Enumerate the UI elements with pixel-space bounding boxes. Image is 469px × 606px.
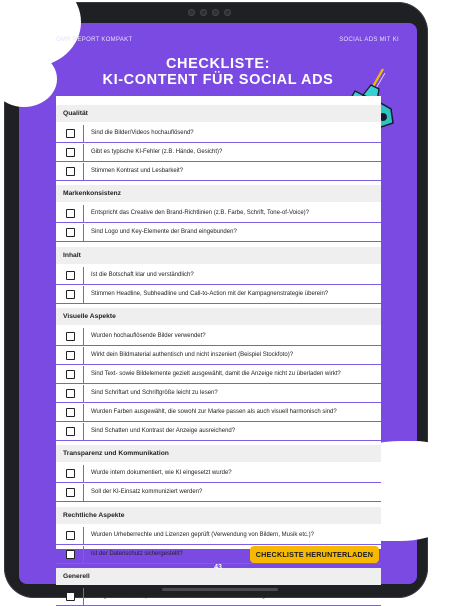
row-divider (83, 163, 84, 180)
checklist-item (56, 465, 381, 483)
checklist-item (56, 366, 381, 384)
checklist-item-label: Sind Schatten und Kontrast der Anzeige ausreichend? (91, 428, 236, 435)
home-indicator (162, 588, 278, 591)
checklist-item (56, 205, 381, 223)
checklist-item (56, 347, 381, 365)
checklist-item (56, 484, 381, 502)
row-divider (83, 366, 84, 383)
checkbox[interactable] (66, 370, 75, 379)
row-divider (83, 286, 84, 303)
report-title: OMR REPORT KOMPAKT (56, 37, 133, 43)
checklist-item (56, 385, 381, 403)
download-checklist-button[interactable]: CHECKLISTE HERUNTERLADEN (250, 546, 379, 563)
checklist-item (56, 267, 381, 285)
row-divider (83, 125, 84, 142)
checkbox[interactable] (66, 228, 75, 237)
page-title-line1: CHECKLISTE: (165, 56, 271, 72)
checklist-item (56, 163, 381, 181)
checklist-item-label: Ist der Datenschutz sichergestellt? (91, 550, 183, 557)
page-title-line2: KI-CONTENT FÜR SOCIAL ADS (102, 72, 334, 88)
report-topic: SOCIAL ADS MIT KI (339, 37, 399, 43)
section-header: Rechtliche Aspekte (56, 507, 381, 524)
row-divider (83, 267, 84, 284)
checklist-item (56, 423, 381, 441)
row-divider (83, 546, 84, 563)
checklist-item-label: Gibt es typische KI-Fehler (z.B. Hände, Gesicht)? (91, 149, 223, 156)
checklist-item-label: Ist die Botschaft klar und verständlich? (91, 271, 194, 278)
checkbox[interactable] (66, 271, 75, 280)
row-divider (83, 144, 84, 161)
checkbox[interactable] (66, 427, 75, 436)
checklist-item (56, 328, 381, 346)
checklist-item (56, 286, 381, 304)
checkbox[interactable] (66, 209, 75, 218)
report-header (19, 23, 417, 53)
checklist-item (56, 224, 381, 242)
page-screen (19, 23, 417, 599)
checklist-item-label: Sind Logo und Key-Elemente der Brand eingebunden? (91, 229, 237, 236)
row-divider (83, 527, 84, 544)
row-divider (83, 224, 84, 241)
row-divider (83, 465, 84, 482)
checkbox[interactable] (66, 290, 75, 299)
checklist-item-label: Sind Schriftart und Schriftgröße leicht zu lesen? (91, 390, 218, 396)
checkbox[interactable] (66, 148, 75, 157)
row-divider (83, 404, 84, 421)
section-header: Transparenz und Kommunikation (56, 445, 381, 462)
checklist-item-label: Wurde intern dokumentiert, wie KI eingesetzt wurde? (91, 470, 232, 477)
section-header: Visuelle Aspekte (56, 308, 381, 325)
checklist-item (56, 527, 381, 545)
checklist-item-label: Sind die Bilder/Videos hochauflösend? (91, 130, 194, 136)
checklist-item-label: Wurden Urheberrechte und Lizenzen geprüft (Verwendung von Bildern, Musik etc.)? (91, 531, 315, 538)
page-number: 43 (214, 564, 222, 571)
checklist-item-label: Wirkt dein Bildmaterial authentisch und nicht inszeniert (Beispiel Stockfoto)? (91, 351, 294, 358)
checkbox[interactable] (66, 167, 75, 176)
checkbox[interactable] (66, 332, 75, 341)
checkbox[interactable] (66, 488, 75, 497)
checklist-item (56, 404, 381, 422)
checkbox[interactable] (66, 469, 75, 478)
section-header: Markenkonsistenz (56, 185, 381, 202)
section-header: Qualität (56, 105, 381, 122)
checklist-item-label: Entspricht das Creative den Brand-Richtlinien (z.B. Farbe, Schrift, Tone-of-Voice)? (91, 210, 309, 217)
checkbox[interactable] (66, 550, 75, 559)
row-divider (83, 588, 84, 605)
checkbox[interactable] (66, 389, 75, 398)
checkbox[interactable] (66, 592, 75, 601)
row-divider (83, 484, 84, 501)
section-header: Generell (56, 568, 381, 585)
row-divider (83, 328, 84, 345)
checklist-item-label: Wurden hochauflösende Bilder verwendet? (91, 332, 206, 339)
row-divider (83, 205, 84, 222)
checkbox[interactable] (66, 531, 75, 540)
checkbox[interactable] (66, 408, 75, 417)
checklist-item-label: Wurden Farben ausgewählt, die sowohl zur Marke passen als auch visuell harmonisch sind? (91, 409, 337, 416)
checklist-item-label: Erfolgte ein Check-up durch einen CustomGPT und ein Teammitglied? (91, 592, 278, 599)
row-divider (83, 423, 84, 440)
checkbox[interactable] (66, 129, 75, 138)
camera-dots (188, 9, 231, 16)
checklist-item-label: Sind Text- sowie Bildelemente gezielt ausgewählt, damit die Anzeige nicht zu überladen wirkt? (91, 370, 341, 377)
row-divider (83, 347, 84, 364)
section-header: Inhalt (56, 247, 381, 264)
checklist-item (56, 125, 381, 143)
checkbox[interactable] (66, 351, 75, 360)
checklist-item-label: Stimmen Headline, Subheadline und Call-to-Action mit der Kampagnenstrategie überein? (91, 290, 329, 297)
checklist-item-label: Stimmen Kontrast und Lesbarkeit? (91, 168, 184, 175)
checklist-item-label: Soll der KI-Einsatz kommuniziert werden? (91, 489, 203, 496)
row-divider (83, 385, 84, 402)
checklist-item (56, 144, 381, 162)
tablet-frame (4, 2, 428, 598)
